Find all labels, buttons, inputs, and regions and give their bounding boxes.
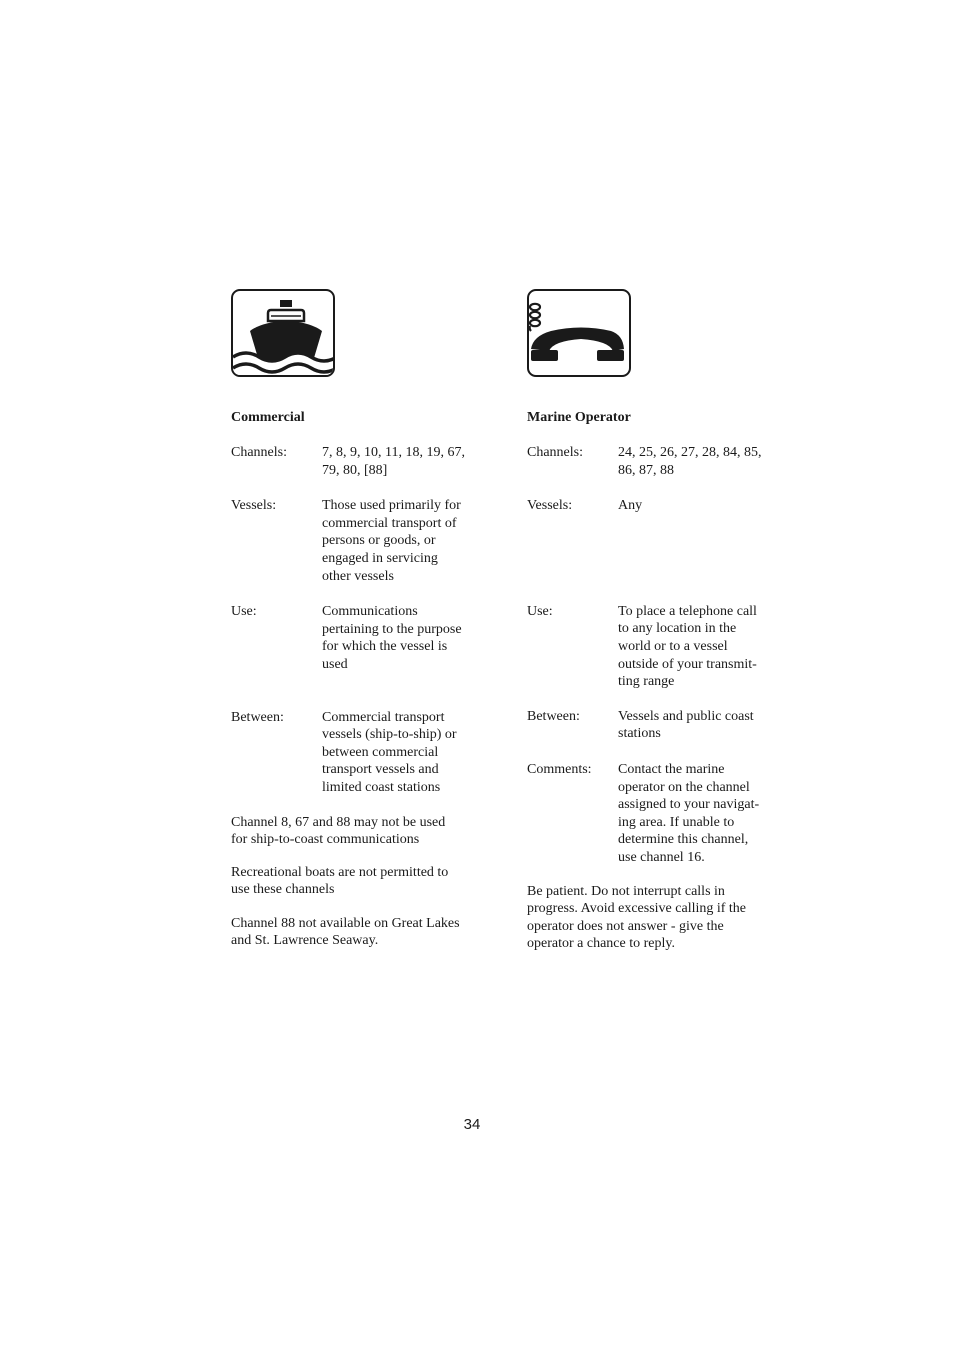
value-line: Communications: [322, 604, 418, 620]
value-line: pertaining to the purpose: [322, 621, 462, 637]
value-line: limited coast stations: [322, 779, 441, 795]
note-line: operator does not answer - give the: [527, 918, 724, 934]
value-line: for which the vessel is: [322, 639, 448, 655]
channels-row: [527, 444, 777, 479]
value-line: commercial transport of: [322, 515, 457, 531]
value-line: use channel 16.: [618, 849, 705, 865]
note-paragraph: [231, 915, 481, 950]
value-line: engaged in servicing: [322, 550, 438, 566]
channels-row: [231, 444, 481, 479]
marine-operator-title: Marine Operator: [527, 410, 631, 425]
value-line: assigned to your navigat-: [618, 797, 760, 813]
value-line: determine this channel,: [618, 832, 749, 848]
value-line: to any location in the: [618, 621, 737, 637]
comments-row: [527, 761, 777, 867]
value-line: Contact the marine: [618, 761, 725, 777]
value-line: between commercial: [322, 744, 439, 760]
row-value: [322, 709, 481, 797]
telephone-icon: [527, 289, 631, 377]
value-line: world or to a vessel: [618, 638, 728, 654]
row-label: Channels:: [231, 445, 287, 460]
row-label: Channels:: [527, 445, 583, 460]
page-number: 34: [463, 1116, 481, 1133]
note-line: use these channels: [231, 882, 335, 898]
commercial-rows: [231, 444, 481, 797]
row-label: Comments:: [527, 761, 592, 777]
value-line: 79, 80, [88]: [322, 462, 388, 478]
ship-icon: [231, 289, 335, 377]
value-line: stations: [618, 726, 661, 742]
between-row: [527, 708, 777, 743]
row-value: [322, 444, 481, 479]
note-line: Recreational boats are not permitted to: [231, 864, 449, 880]
row-value: [618, 444, 777, 479]
note-line: progress. Avoid excessive calling if the: [527, 901, 747, 917]
value-line: Any: [618, 498, 643, 514]
value-line: persons or goods, or: [322, 533, 436, 549]
row-label: Between:: [231, 709, 284, 725]
value-line: transport vessels and: [322, 762, 439, 778]
note-line: Channel 88 not available on Great Lakes: [231, 915, 460, 931]
vessels-row: [527, 497, 777, 515]
row-value: [322, 603, 481, 673]
row-label: Use:: [231, 604, 257, 620]
commercial-title: Commercial: [231, 410, 305, 425]
use-row: [231, 603, 481, 673]
note-line: and St. Lawrence Seaway.: [231, 933, 379, 949]
row-value: [322, 497, 481, 585]
value-line: ting range: [618, 674, 675, 690]
value-line: used: [322, 656, 348, 672]
value-line: operator on the channel: [618, 779, 750, 795]
row-value: [618, 708, 777, 743]
marine-operator-section: [527, 289, 777, 953]
note-line: for ship-to-coast communications: [231, 832, 420, 848]
commercial-section: [231, 289, 481, 950]
row-value: [618, 761, 777, 867]
row-label: Between:: [527, 708, 580, 724]
row-label: Vessels:: [527, 498, 573, 514]
row-value: [618, 603, 777, 691]
row-value: [618, 497, 777, 515]
value-line: vessels (ship-to-ship) or: [322, 727, 457, 743]
note-paragraph: [231, 864, 481, 899]
value-line: other vessels: [322, 568, 394, 584]
value-line: 24, 25, 26, 27, 28, 84, 85,: [618, 445, 762, 460]
row-label: Use:: [527, 603, 553, 619]
note-paragraph: [527, 883, 777, 953]
vessels-row: [231, 497, 481, 585]
value-line: 86, 87, 88: [618, 462, 674, 478]
value-line: ing area. If unable to: [618, 814, 735, 830]
value-line: outside of your transmit-: [618, 656, 757, 672]
note-line: Be patient. Do not interrupt calls in: [527, 883, 725, 899]
value-line: 7, 8, 9, 10, 11, 18, 19, 67,: [322, 445, 465, 460]
use-row: [527, 603, 777, 691]
value-line: Commercial transport: [322, 709, 445, 725]
value-line: Those used primarily for: [322, 498, 461, 514]
note-line: operator a chance to reply.: [527, 936, 675, 952]
note-paragraph: [231, 814, 481, 849]
value-line: To place a telephone call: [618, 603, 757, 619]
value-line: Vessels and public coast: [618, 708, 754, 724]
between-row: [231, 709, 481, 797]
note-line: Channel 8, 67 and 88 may not be used: [231, 814, 446, 830]
row-label: Vessels:: [231, 498, 277, 514]
marine-operator-rows: [527, 444, 777, 867]
